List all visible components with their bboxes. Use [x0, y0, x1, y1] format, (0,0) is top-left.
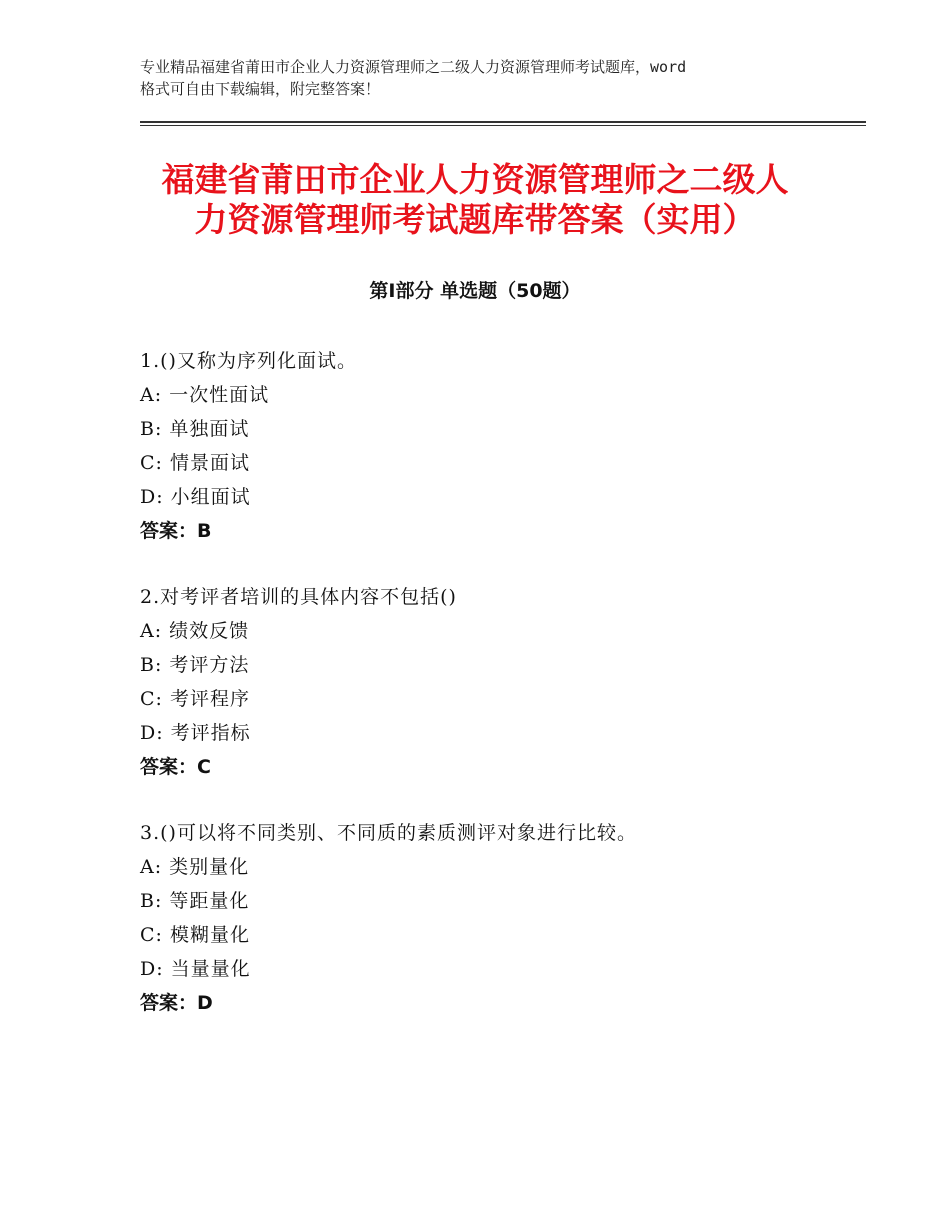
header-note: [140, 56, 830, 100]
header-divider-thin: [140, 125, 866, 126]
option-b: B: 等距量化: [140, 890, 250, 912]
section-heading: 第Ⅰ部分 单选题（50题）: [369, 280, 581, 302]
option-a: A: 类别量化: [140, 856, 250, 878]
option-c: C: 考评程序: [140, 688, 250, 710]
question-2: [140, 580, 860, 784]
document-title-line-1: 福建省莆田市企业人力资源管理师之二级人: [161, 160, 789, 199]
question-stem: 2.对考评者培训的具体内容不包括(): [140, 586, 457, 608]
option-d: D: 小组面试: [140, 486, 251, 508]
option-c: C: 模糊量化: [140, 924, 250, 946]
option-a: A: 绩效反馈: [140, 620, 250, 642]
option-c: C: 情景面试: [140, 452, 250, 474]
question-stem: 3.()可以将不同类别、不同质的素质测评对象进行比较。: [140, 822, 637, 844]
question-stem: 1.()又称为序列化面试。: [140, 350, 357, 372]
answer-line: 答案：C: [140, 756, 211, 778]
option-d: D: 当量量化: [140, 958, 251, 980]
document-title: [120, 160, 830, 240]
question-3: [140, 816, 860, 1020]
question-list: [140, 344, 860, 1052]
document-title-line-2: 力资源管理师考试题库带答案（实用）: [194, 200, 756, 239]
question-1: [140, 344, 860, 548]
option-a: A: 一次性面试: [140, 384, 270, 406]
option-b: B: 单独面试: [140, 418, 250, 440]
header-note-line-2: 格式可自由下载编辑，附完整答案！: [140, 80, 381, 98]
header-note-line-1: 专业精品福建省莆田市企业人力资源管理师之二级人力资源管理师考试题库，word: [140, 58, 687, 76]
answer-line: 答案：B: [140, 520, 212, 542]
answer-line: 答案：D: [140, 992, 213, 1014]
option-b: B: 考评方法: [140, 654, 250, 676]
header-divider-thick: [140, 121, 866, 123]
option-d: D: 考评指标: [140, 722, 251, 744]
